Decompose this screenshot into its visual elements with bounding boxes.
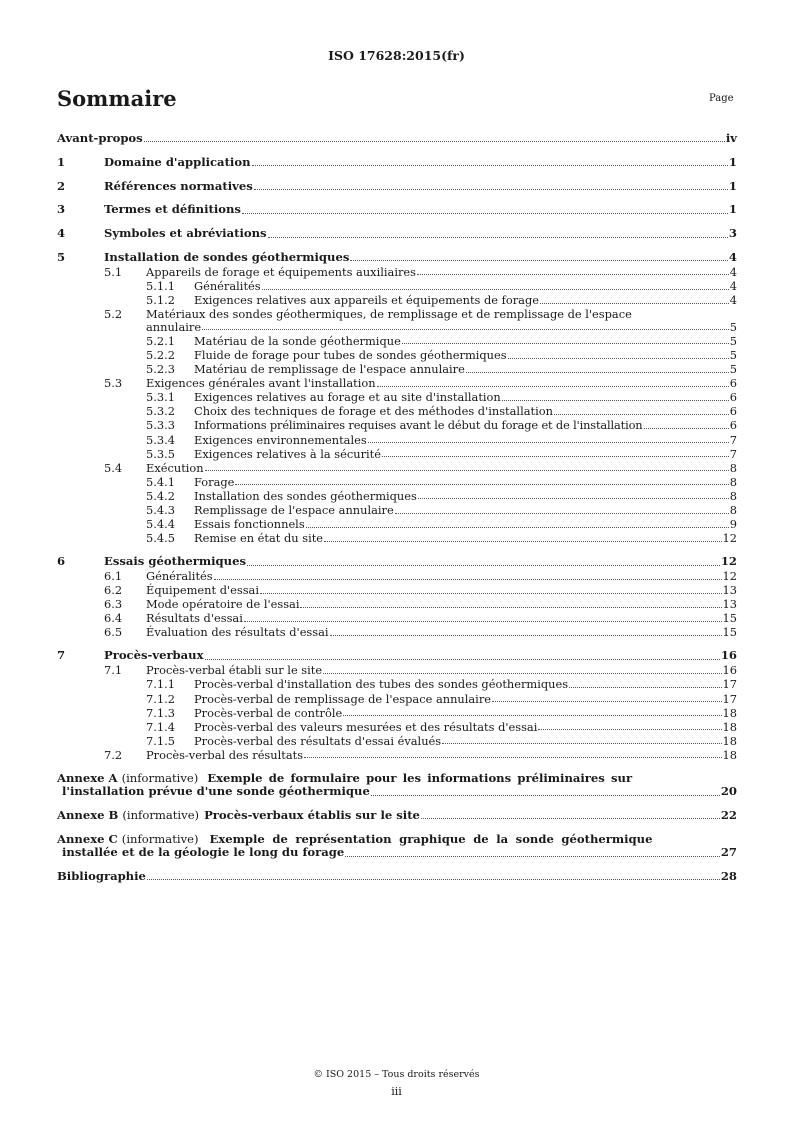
toc-entry-text: Informations préliminaires requises avant le début du forage et de l'installation xyxy=(194,418,643,433)
toc-entry-6-3[interactable] xyxy=(57,598,737,611)
toc-entry-7-1-1[interactable] xyxy=(57,678,737,691)
toc-entry-text: Procès-verbal des résultats d'essai évalués xyxy=(194,733,442,748)
leader-dots xyxy=(205,470,729,471)
toc-entry-number: 5.3.4 xyxy=(146,432,175,447)
toc-entry-number: 7.1.4 xyxy=(146,719,175,734)
leader-dots xyxy=(214,579,722,580)
leader-dots xyxy=(330,635,722,636)
toc-entry-text: Exemple de formulaire pour les informations préliminaires sur xyxy=(207,770,633,785)
toc-entry-5-4-4[interactable] xyxy=(57,518,737,531)
toc-entry-text: Domaine d'application xyxy=(104,154,251,169)
toc-entry-number: 6.4 xyxy=(104,611,123,626)
leader-dots xyxy=(345,856,720,857)
leader-dots xyxy=(244,621,722,622)
leader-dots xyxy=(421,818,720,819)
toc-entry-text: Exigences relatives aux appareils et équipements de forage xyxy=(194,293,539,308)
table-of-contents xyxy=(57,132,737,883)
toc-entry-number: 6 xyxy=(57,554,66,569)
toc-entry-number: 7.1.5 xyxy=(146,733,175,748)
leader-dots xyxy=(371,795,720,796)
toc-entry-text-continued: l'installation prévue d'une sonde géothermique xyxy=(62,784,370,799)
leader-dots xyxy=(502,400,729,401)
toc-entry-text: Références normatives xyxy=(104,178,253,193)
toc-entry-page: 18 xyxy=(722,719,737,734)
leader-dots xyxy=(554,414,729,415)
toc-entry-number: 5.2.3 xyxy=(146,362,175,377)
toc-entry-page: 1 xyxy=(728,202,737,217)
toc-entry-text: Mode opératoire de l'essai xyxy=(146,597,300,612)
toc-entry-number: 5.4.2 xyxy=(146,488,175,503)
toc-entry-page: 6 xyxy=(729,390,737,405)
toc-entry-6-1[interactable] xyxy=(57,570,737,583)
toc-entry-number: Annexe C xyxy=(57,831,118,846)
toc-entry-number: 6.5 xyxy=(104,625,123,640)
toc-entry-text: Exemple de représentation graphique de la sonde géothermique xyxy=(209,831,653,846)
toc-entry-page: 17 xyxy=(722,691,737,706)
toc-entry-text: Généralités xyxy=(194,278,261,293)
leader-dots xyxy=(304,757,721,758)
toc-entry-text: Remise en état du site xyxy=(194,531,324,546)
leader-dots xyxy=(252,165,728,166)
toc-entry-number: 4 xyxy=(57,226,66,241)
toc-entry-page: 17 xyxy=(722,677,737,692)
toc-entry-5-1-1[interactable] xyxy=(57,280,737,293)
document-header: ISO 17628:2015(fr) xyxy=(328,48,465,63)
leader-dots xyxy=(350,260,728,261)
toc-entry-text: Choix des techniques de forage et des méthodes d'installation xyxy=(194,404,553,419)
leader-dots xyxy=(442,743,721,744)
toc-entry-6[interactable] xyxy=(57,555,737,568)
toc-entry-text: Exigences relatives à la sécurité xyxy=(194,446,381,461)
toc-entry-page: 12 xyxy=(722,531,737,546)
toc-entry-number: 6.3 xyxy=(104,597,123,612)
toc-entry-page: 8 xyxy=(729,502,737,517)
toc-entry-5-3-3[interactable] xyxy=(57,419,737,432)
toc-entry-number: 5.4.1 xyxy=(146,474,175,489)
toc-entry-number: Annexe B xyxy=(57,808,119,823)
leader-dots xyxy=(260,593,722,594)
toc-entry-number: 7.1.3 xyxy=(146,705,175,720)
leader-dots xyxy=(268,237,728,238)
toc-entry-page: 5 xyxy=(729,347,737,362)
toc-entry-page: 15 xyxy=(722,611,737,626)
toc-entry-4[interactable] xyxy=(57,227,737,240)
toc-entry-number: 5.1.2 xyxy=(146,293,175,308)
page-number: iii xyxy=(391,1085,402,1098)
toc-entry-page: 6 xyxy=(729,404,737,419)
toc-entry-informative: (informative) xyxy=(121,770,199,785)
toc-entry-number: 5.3 xyxy=(104,376,123,391)
toc-entry-number: 5.4 xyxy=(104,460,123,475)
toc-entry-3[interactable] xyxy=(57,203,737,216)
leader-dots xyxy=(402,343,729,344)
toc-entry-number: 3 xyxy=(57,202,66,217)
toc-entry-avant-propos[interactable] xyxy=(57,132,737,145)
toc-entry-annexe-a[interactable] xyxy=(57,772,737,799)
leader-dots xyxy=(417,274,729,275)
leader-dots xyxy=(262,289,729,290)
toc-entry-7-1-2[interactable] xyxy=(57,693,737,706)
toc-entry-6-4[interactable] xyxy=(57,612,737,625)
leader-dots xyxy=(205,659,720,660)
toc-entry-page: 12 xyxy=(722,569,737,584)
toc-entry-number: 2 xyxy=(57,178,66,193)
toc-entry-5-1-2[interactable] xyxy=(57,294,737,307)
toc-entry-page: 5 xyxy=(729,362,737,377)
toc-entry-6-2[interactable] xyxy=(57,584,737,597)
leader-dots xyxy=(395,513,729,514)
toc-entry-informative: (informative) xyxy=(122,808,200,823)
toc-entry-7-1-3[interactable] xyxy=(57,707,737,720)
toc-entry-text: Procès-verbal d'installation des tubes des sondes géothermiques xyxy=(194,677,569,692)
toc-entry-text: Appareils de forage et équipements auxiliaires xyxy=(146,264,417,279)
toc-entry-page: 3 xyxy=(728,226,737,241)
toc-entry-text: Matériau de remplissage de l'espace annulaire xyxy=(194,362,465,377)
toc-entry-7-1-4[interactable] xyxy=(57,721,737,734)
toc-entry-text: Essais géothermiques xyxy=(104,554,246,569)
toc-entry-7-1[interactable] xyxy=(57,664,737,677)
toc-entry-number: 5 xyxy=(57,249,66,264)
toc-entry-page: 18 xyxy=(722,705,737,720)
toc-entry-7-1-5[interactable] xyxy=(57,735,737,748)
leader-dots xyxy=(343,715,721,716)
toc-entry-annexe-b[interactable] xyxy=(57,809,737,822)
leader-dots xyxy=(368,442,729,443)
toc-entry-text: Équipement d'essai xyxy=(146,583,259,598)
leader-dots xyxy=(300,607,721,608)
toc-entry-text: Exigences générales avant l'installation xyxy=(146,376,376,391)
leader-dots xyxy=(644,428,729,429)
toc-entry-number: 5.2.1 xyxy=(146,333,175,348)
toc-entry-text: Résultats d'essai xyxy=(146,611,243,626)
toc-entry-text: Évaluation des résultats d'essai xyxy=(146,625,329,640)
toc-entry-page: 4 xyxy=(728,249,737,264)
toc-entry-informative: (informative) xyxy=(121,831,199,846)
toc-entry-5-4-5[interactable] xyxy=(57,532,737,545)
toc-entry-page: 7 xyxy=(729,446,737,461)
toc-entry-text: Procès-verbaux xyxy=(104,648,204,663)
toc-entry-number: 5.1.1 xyxy=(146,278,175,293)
toc-entry-page: 8 xyxy=(729,474,737,489)
toc-entry-text: Matériaux des sondes géothermiques, de remplissage et de remplissage de l'espace xyxy=(146,307,632,322)
leader-dots xyxy=(202,329,729,330)
toc-entry-5-4-2[interactable] xyxy=(57,490,737,503)
toc-entry-page: 4 xyxy=(729,278,737,293)
leader-dots xyxy=(306,527,729,528)
toc-entry-text: Procès-verbal de remplissage de l'espace annulaire xyxy=(194,691,492,706)
toc-entry-page: 16 xyxy=(722,663,737,678)
toc-entry-page: 8 xyxy=(729,488,737,503)
toc-entry-5-3-1[interactable] xyxy=(57,391,737,404)
toc-entry-page: 16 xyxy=(720,648,737,663)
toc-entry-7-2[interactable] xyxy=(57,749,737,762)
toc-entry-text: Essais fonctionnels xyxy=(194,517,305,532)
toc-entry-number: 7.1 xyxy=(104,663,123,678)
toc-entry-2[interactable] xyxy=(57,180,737,193)
leader-dots xyxy=(147,879,720,880)
leader-dots xyxy=(418,498,729,499)
toc-entry-number: 7.1.2 xyxy=(146,691,175,706)
toc-entry-text: Installation de sondes géothermiques xyxy=(104,249,350,264)
leader-dots xyxy=(235,484,728,485)
leader-dots xyxy=(254,189,728,190)
toc-entry-5-2-1[interactable] xyxy=(57,335,737,348)
toc-entry-number: 7 xyxy=(57,648,66,663)
toc-entry-page: 4 xyxy=(729,264,737,279)
toc-entry-5-2[interactable] xyxy=(57,308,737,333)
toc-entry-text: Remplissage de l'espace annulaire xyxy=(194,502,394,517)
toc-entry-5-3[interactable] xyxy=(57,377,737,390)
toc-entry-5[interactable] xyxy=(57,251,737,264)
toc-entry-5-2-2[interactable] xyxy=(57,349,737,362)
toc-entry-number: 5.3.1 xyxy=(146,390,175,405)
leader-dots xyxy=(324,541,721,542)
toc-entry-page: 18 xyxy=(722,733,737,748)
toc-entry-text: Exigences relatives au forage et au site d'installation xyxy=(194,390,501,405)
toc-entry-page: iv xyxy=(725,131,737,145)
leader-dots xyxy=(540,303,729,304)
toc-entry-text: Forage xyxy=(194,474,235,489)
toc-entry-number: 5.2 xyxy=(104,307,123,322)
toc-entry-page: 5 xyxy=(729,333,737,348)
toc-entry-7[interactable] xyxy=(57,649,737,662)
toc-entry-page: 4 xyxy=(729,293,737,308)
leader-dots xyxy=(569,687,721,688)
toc-entry-number: 5.3.5 xyxy=(146,446,175,461)
toc-entry-page: 1 xyxy=(728,178,737,193)
toc-entry-page: 9 xyxy=(729,517,737,532)
toc-entry-5-2-3[interactable] xyxy=(57,363,737,376)
toc-entry-number: 5.3.2 xyxy=(146,404,175,419)
toc-entry-text: Procès-verbal de contrôle xyxy=(194,705,343,720)
toc-entry-number: 7.1.1 xyxy=(146,677,175,692)
toc-entry-text-continued: annulaire xyxy=(146,319,202,334)
toc-entry-number: Annexe A xyxy=(57,770,118,785)
leader-dots xyxy=(466,372,729,373)
toc-entry-5-4-1[interactable] xyxy=(57,476,737,489)
toc-entry-page: 27 xyxy=(720,845,737,860)
toc-entry-text: Matériau de la sonde géothermique xyxy=(194,333,401,348)
toc-entry-bibliographie[interactable] xyxy=(57,870,737,883)
page-title: Sommaire xyxy=(57,86,177,111)
toc-entry-5-3-2[interactable] xyxy=(57,405,737,418)
toc-entry-number: 5.4.4 xyxy=(146,517,175,532)
toc-entry-page: 20 xyxy=(720,784,737,799)
toc-entry-5-3-4[interactable] xyxy=(57,434,737,447)
toc-entry-page: 28 xyxy=(720,869,737,884)
toc-entry-text: Installation des sondes géothermiques xyxy=(194,488,417,503)
toc-entry-text: Exécution xyxy=(146,460,204,475)
leader-dots xyxy=(492,701,721,702)
toc-entry-text: Procès-verbaux établis sur le site xyxy=(204,808,420,823)
toc-entry-text: Symboles et abréviations xyxy=(104,226,267,241)
toc-entry-6-5[interactable] xyxy=(57,626,737,639)
toc-entry-page: 22 xyxy=(720,808,737,823)
toc-entry-page: 6 xyxy=(729,418,737,433)
toc-entry-page: 8 xyxy=(729,460,737,475)
toc-entry-text: Procès-verbal des résultats xyxy=(146,747,304,762)
toc-entry-number: 5.4.3 xyxy=(146,502,175,517)
toc-entry-number: 5.3.3 xyxy=(146,418,175,433)
toc-entry-number: 5.1 xyxy=(104,264,123,279)
toc-entry-text: Exigences environnementales xyxy=(194,432,367,447)
toc-entry-text: Généralités xyxy=(146,569,213,584)
toc-entry-text: Termes et définitions xyxy=(104,202,241,217)
toc-entry-page: 5 xyxy=(729,319,737,334)
toc-entry-number: 1 xyxy=(57,154,66,169)
toc-entry-1[interactable] xyxy=(57,156,737,169)
toc-entry-5-4-3[interactable] xyxy=(57,504,737,517)
toc-entry-page: 6 xyxy=(729,376,737,391)
toc-entry-text: Procès-verbal établi sur le site xyxy=(146,663,323,678)
leader-dots xyxy=(538,729,721,730)
toc-entry-number: 6.2 xyxy=(104,583,123,598)
toc-entry-5-4[interactable] xyxy=(57,462,737,475)
toc-entry-number: 6.1 xyxy=(104,569,123,584)
toc-entry-page: 12 xyxy=(720,554,737,569)
toc-entry-number: 7.2 xyxy=(104,747,123,762)
toc-entry-text-continued: installée et de la géologie le long du forage xyxy=(62,845,345,860)
page-column-label: Page xyxy=(709,93,734,104)
toc-entry-page: 13 xyxy=(722,597,737,612)
toc-entry-number: 5.4.5 xyxy=(146,531,175,546)
toc-entry-5-1[interactable] xyxy=(57,266,737,279)
toc-entry-5-3-5[interactable] xyxy=(57,448,737,461)
leader-dots xyxy=(242,213,728,214)
leader-dots xyxy=(508,358,729,359)
toc-entry-number: 5.2.2 xyxy=(146,347,175,362)
toc-entry-text: Fluide de forage pour tubes de sondes géothermiques xyxy=(194,347,507,362)
toc-entry-page: 18 xyxy=(722,747,737,762)
toc-entry-text: Avant-propos xyxy=(57,131,143,145)
toc-entry-page: 13 xyxy=(722,583,737,598)
toc-entry-text: Bibliographie xyxy=(57,869,146,884)
toc-entry-page: 1 xyxy=(728,154,737,169)
leader-dots xyxy=(144,141,725,142)
copyright-footer: © ISO 2015 – Tous droits réservés xyxy=(313,1069,480,1080)
leader-dots xyxy=(382,456,729,457)
leader-dots xyxy=(247,565,720,566)
toc-entry-text: Procès-verbal des valeurs mesurées et des résultats d'essai xyxy=(194,719,538,734)
toc-entry-page: 7 xyxy=(729,432,737,447)
toc-entry-page: 15 xyxy=(722,625,737,640)
leader-dots xyxy=(377,386,729,387)
leader-dots xyxy=(323,673,721,674)
toc-entry-annexe-c[interactable] xyxy=(57,833,737,860)
